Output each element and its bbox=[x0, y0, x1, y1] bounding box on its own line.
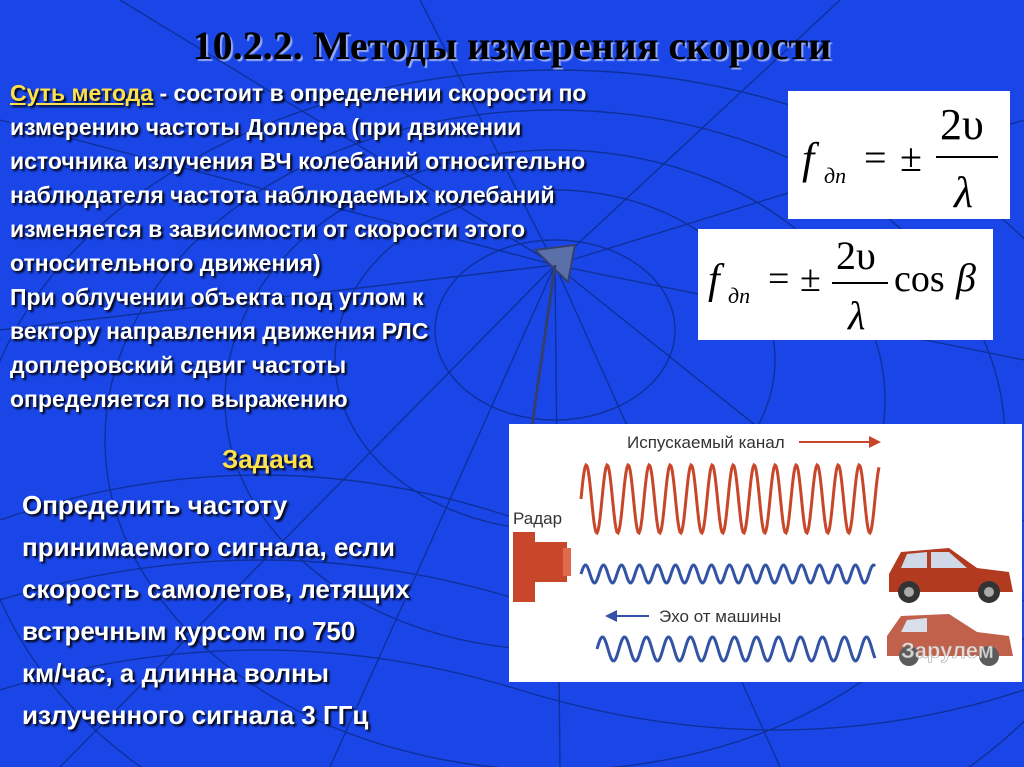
method-description bbox=[10, 76, 750, 416]
intro-first-line bbox=[10, 76, 750, 110]
formula-angle: β bbox=[956, 255, 976, 300]
doppler-angle-formula bbox=[698, 229, 993, 340]
task-line: излученного сигнала 3 ГГц bbox=[22, 700, 369, 730]
formula-plus-minus: ± bbox=[900, 135, 922, 180]
formula-numerator: 2υ bbox=[836, 233, 876, 278]
task-statement bbox=[22, 484, 492, 736]
intro-line: изменяется в зависимости от скорости этого bbox=[10, 216, 526, 242]
formula-equals: = bbox=[768, 258, 790, 300]
formula-lhs: f bbox=[802, 134, 815, 183]
intro-line: относительного движения) bbox=[10, 250, 321, 276]
intro-line: наблюдателя частота наблюдаемых колебаний bbox=[10, 182, 555, 208]
task-line: км/час, а длинна волны bbox=[22, 658, 330, 688]
car-icon bbox=[889, 548, 1013, 603]
task-line: принимаемого сигнала, если bbox=[22, 532, 396, 562]
intro-line: вектору направления движения РЛС bbox=[10, 318, 429, 344]
formula-subscript: дп bbox=[728, 283, 751, 308]
echo-wave-label: Эхо от машины bbox=[659, 607, 782, 626]
formula-denominator: λ bbox=[848, 293, 866, 338]
left-arrow-icon bbox=[605, 610, 649, 622]
radar-gun-icon bbox=[513, 532, 571, 602]
echo-wave-upper bbox=[581, 565, 875, 583]
intro-first-line-rest: - состоит в определении скорости по bbox=[153, 80, 587, 106]
intro-line: доплеровский сдвиг частоты bbox=[10, 352, 347, 378]
intro-line: измерению частоты Доплера (при движении bbox=[10, 114, 522, 140]
formula-equals: = bbox=[864, 135, 887, 180]
task-heading: Задача bbox=[222, 444, 313, 474]
formula-lhs: f bbox=[708, 257, 720, 303]
task-line: Определить частоту bbox=[22, 490, 288, 520]
method-lead: Суть метода bbox=[10, 80, 154, 106]
intro-line: определяется по выражению bbox=[10, 386, 348, 412]
formula-plus-minus: ± bbox=[800, 258, 821, 300]
doppler-radar-diagram bbox=[509, 424, 1022, 682]
emitted-wave-label: Испускаемый канал bbox=[627, 433, 785, 452]
formula-denominator: λ bbox=[954, 168, 974, 217]
formula-numerator: 2υ bbox=[940, 100, 984, 149]
emitted-wave bbox=[581, 465, 879, 533]
radar-label: Радар bbox=[513, 509, 563, 528]
formula-cos: cos bbox=[894, 258, 945, 300]
intro-line: При облучении объекта под углом к bbox=[10, 284, 424, 310]
watermark: Зарулем bbox=[901, 638, 995, 663]
task-line: встречным курсом по 750 bbox=[22, 616, 356, 646]
echo-wave-lower bbox=[597, 637, 875, 661]
doppler-formula bbox=[788, 91, 1010, 219]
right-arrow-icon bbox=[799, 436, 881, 448]
formula-subscript: дп bbox=[824, 163, 847, 188]
task-line: скорость самолетов, летящих bbox=[22, 574, 410, 604]
page-title: 10.2.2. Методы измерения скорости bbox=[192, 23, 832, 68]
intro-line: источника излучения ВЧ колебаний относительно bbox=[10, 148, 586, 174]
